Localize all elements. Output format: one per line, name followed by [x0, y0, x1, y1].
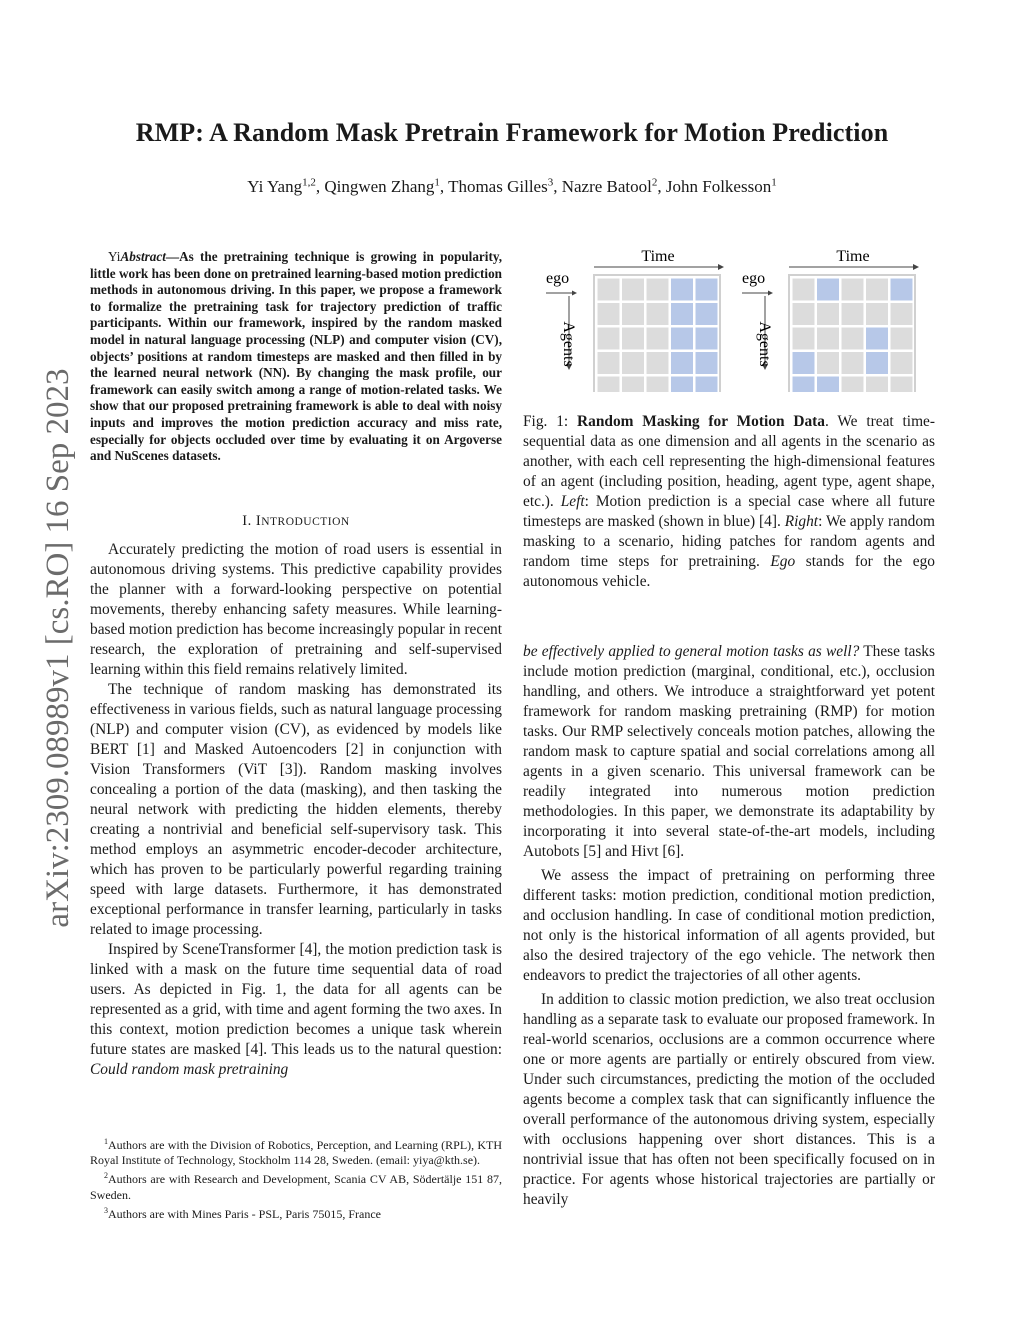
masked-cell: [696, 377, 718, 393]
grid-cell: [598, 377, 620, 393]
grid-cell: [866, 377, 888, 393]
grid-cell: [891, 303, 913, 325]
paragraph: be effectively applied to general motion tasks as well? These tasks include motion prediction (marginal, conditional, etc.), occlusion handling, and others. We introduce a straightforward yet potent framework for random masking pretraining (RMP) for motion tasks. Our RMP selectively conceals motion patches, allowing the random mask to capture spatial and social correlations among all agents in a given scenario. This universal framework can be readily integrated into numerous motion prediction methodologies. In this paper, we demonstrate its adaptability by incorporating it into several state-of-the-art models, including Autobots [5] and Hivt [6].: [523, 643, 935, 860]
masked-cell: [696, 328, 718, 350]
masked-cell: [866, 352, 888, 374]
footnote: $^1$Authors are with the Division of Robotics, Perception, and Learning (RPL), KTH Royal Institute of Technology, Stockholm 114 28, Sweden. (email: yiya@kth.se).: [90, 1137, 502, 1168]
grid-cell: [647, 352, 669, 374]
abstract-dash: —: [165, 249, 180, 264]
masked-cell: [671, 279, 693, 301]
grid-cell: [647, 377, 669, 393]
time-label: Time: [641, 248, 675, 265]
grid-cell: [647, 279, 669, 301]
grid-cell: [622, 328, 644, 350]
paragraph: Inspired by SceneTransformer [4], the motion prediction task is linked with a mask on the future time sequential data of road users. As depicted in Fig. 1, the data for all agents can be represented as a grid, with time and agent forming the two axes. In this context, motion prediction becomes a unique task wherein future states are masked [4]. This leads us to the natural question: Could random mask pretraining: [90, 941, 502, 1078]
masked-cell: [817, 279, 839, 301]
masked-cell: [817, 377, 839, 393]
grid-cell: [647, 328, 669, 350]
grid-cell: [817, 328, 839, 350]
masked-cell: [866, 328, 888, 350]
grid-cell: [598, 303, 620, 325]
arxiv-stamp: arXiv:2309.08989v1 [cs.RO] 16 Sep 2023: [40, 368, 76, 928]
grid-cell: [647, 303, 669, 325]
author: Yi Yang$^{1,2}$,: [247, 176, 325, 196]
grid-cell: [866, 279, 888, 301]
grid-cell: [817, 303, 839, 325]
grid-cell: [793, 303, 815, 325]
author: Qingwen Zhang$^1$,: [324, 176, 449, 196]
paragraph: Accurately predicting the motion of road users is essential in autonomous driving systems. This predictive capability provides the planner with a forward-looking perspective on potential movements, thereby enhancing safety measures. While learning-based motion prediction has become increasingly popular in recent research, the exploration of pretraining and self-supervised learning within this field remains relatively limited.: [90, 541, 502, 678]
agents-label: Agents: [756, 321, 773, 367]
grid-cell: [842, 328, 864, 350]
time-label: Time: [836, 248, 870, 265]
abstract: [90, 249, 502, 465]
paragraph: We assess the impact of pretraining on performing three different tasks: motion prediction, conditional motion prediction, and occlusion handling. In case of conditional motion prediction, not only is the historical information of all agents provided, but also the desired trajectory of the ego vehicle. The network then endeavors to predict the trajectories of all other agents.: [523, 867, 935, 984]
grid-cell: [598, 279, 620, 301]
footnotes: [90, 1134, 502, 1222]
abstract-text: As the pretraining technique is growing in popularity, little work has been done on pretrained learning-based motion prediction methods in autonomous driving. In this paper, we propose a framework to formalize the pretraining task for trajectory prediction of traffic participants. Within our framework, inspired by the random masked model in natural language processing (NLP) and computer vision (CV), objects’ positions at random timesteps are masked and then filled in by the learned neural network (NN). By changing the mask profile, our framework can easily switch among a range of motion-related tasks. We show that our proposed pretraining framework is able to deal with noisy inputs and improves the motion prediction accuracy and miss rate, especially for objects occluded over time by evaluating it on Argoverse and NuScenes datasets.: [90, 249, 502, 464]
grid-cell: [598, 352, 620, 374]
figure-left-panel: [546, 248, 724, 392]
ego-arrow-head: [768, 291, 773, 296]
author: Nazre Batool$^2$,: [561, 176, 666, 196]
grid-cell: [622, 279, 644, 301]
grid-cell: [891, 328, 913, 350]
grid-cell: [842, 352, 864, 374]
masked-cell: [793, 377, 815, 393]
section-heading: I. INTRODUCTION: [242, 513, 350, 529]
left-column-body: [90, 540, 502, 1080]
masked-cell: [671, 303, 693, 325]
masked-cell: [696, 352, 718, 374]
author: Thomas Gilles$^3$,: [448, 176, 562, 196]
ego-label: ego: [742, 270, 766, 287]
grid-cell: [842, 279, 864, 301]
author-list: [0, 176, 1024, 197]
abstract-label: Abstract: [120, 249, 166, 264]
grid-cell: [842, 377, 864, 393]
footnote: $^3$Authors are with Mines Paris - PSL, Paris 75015, France: [104, 1205, 381, 1221]
grid-cell: [793, 279, 815, 301]
figure-1: [536, 242, 936, 392]
masked-cell: [696, 303, 718, 325]
grid-cell: [622, 303, 644, 325]
masked-cell: [891, 279, 913, 301]
abstract-prefix: Yi: [108, 249, 121, 264]
grid-cell: [598, 328, 620, 350]
ego-label: ego: [546, 270, 570, 287]
grid-cell: [622, 377, 644, 393]
paragraph: The technique of random masking has demonstrated its effectiveness in various fields, such as natural language processing (NLP) and computer vision (CV), as evidenced by models like BERT [1] and Masked Autoencoders [2] in conjunction with Vision Transformers (ViT [3]). Random masking involves concealing a portion of the data (masking), and then tasking the neural network with predicting the hidden elements, thereby creating a nontrivial and beneficial self-supervisory task. This method employs an asymmetric encoder-decoder architecture, which has proven to be particularly powerful regarding training speed with large datasets. Furthermore, it has demonstrated exceptional performance in transfer learning, particularly in tasks related to image processing.: [90, 681, 502, 938]
paper-title: RMP: A Random Mask Pretrain Framework for Motion Prediction: [135, 118, 889, 147]
ego-arrow-head: [572, 291, 577, 296]
masked-cell: [671, 377, 693, 393]
footnote: $^2$Authors are with Research and Development, Scania CV AB, Södertälje 151 87, Sweden.: [90, 1171, 502, 1202]
grid-cell: [622, 352, 644, 374]
paragraph: In addition to classic motion prediction, we also treat occlusion handling as a separate task to evaluate our proposed framework. In real-world scenarios, occlusions are a common occurrence where one or more agents are partially or entirely obscured from view. Under such circumstances, predicting the motion of the occluded agents become a complex task that can significantly influence the overall performance of the autonomous driving system, especially with occlusions happening over short distances. This is a nontrivial issue that has often not been specifically focused on in practice. For agents whose historical trajectories are partially or heavily: [523, 991, 935, 1208]
masked-cell: [793, 352, 815, 374]
grid-cell: [891, 377, 913, 393]
figure-right-panel: [742, 248, 919, 392]
masked-cell: [671, 328, 693, 350]
figure-caption: Fig. 1: Random Masking for Motion Data. We treat time-sequential data as one dimension and all agents in the scenario as another, with each cell representing the high-dimensional features of an agent (including position, heading, agent type, agent shape, etc.). Left: Motion prediction is a special case where all future timesteps are masked (shown in blue) [4]. Right: We apply random masking to a scenario, hiding patches for random agents and random time steps for pretraining. Ego stands for the ego autonomous vehicle.: [523, 413, 936, 590]
time-arrow-head: [913, 264, 919, 270]
grid-cell: [842, 303, 864, 325]
grid-cell: [866, 303, 888, 325]
grid-cell: [891, 352, 913, 374]
time-arrow-head: [718, 264, 724, 270]
author: John Folkesson$^1$: [665, 176, 777, 196]
right-column-body: [523, 642, 935, 1210]
grid-cell: [793, 328, 815, 350]
grid-cell: [817, 352, 839, 374]
masked-cell: [671, 352, 693, 374]
masked-cell: [696, 279, 718, 301]
agents-label: Agents: [560, 321, 577, 367]
